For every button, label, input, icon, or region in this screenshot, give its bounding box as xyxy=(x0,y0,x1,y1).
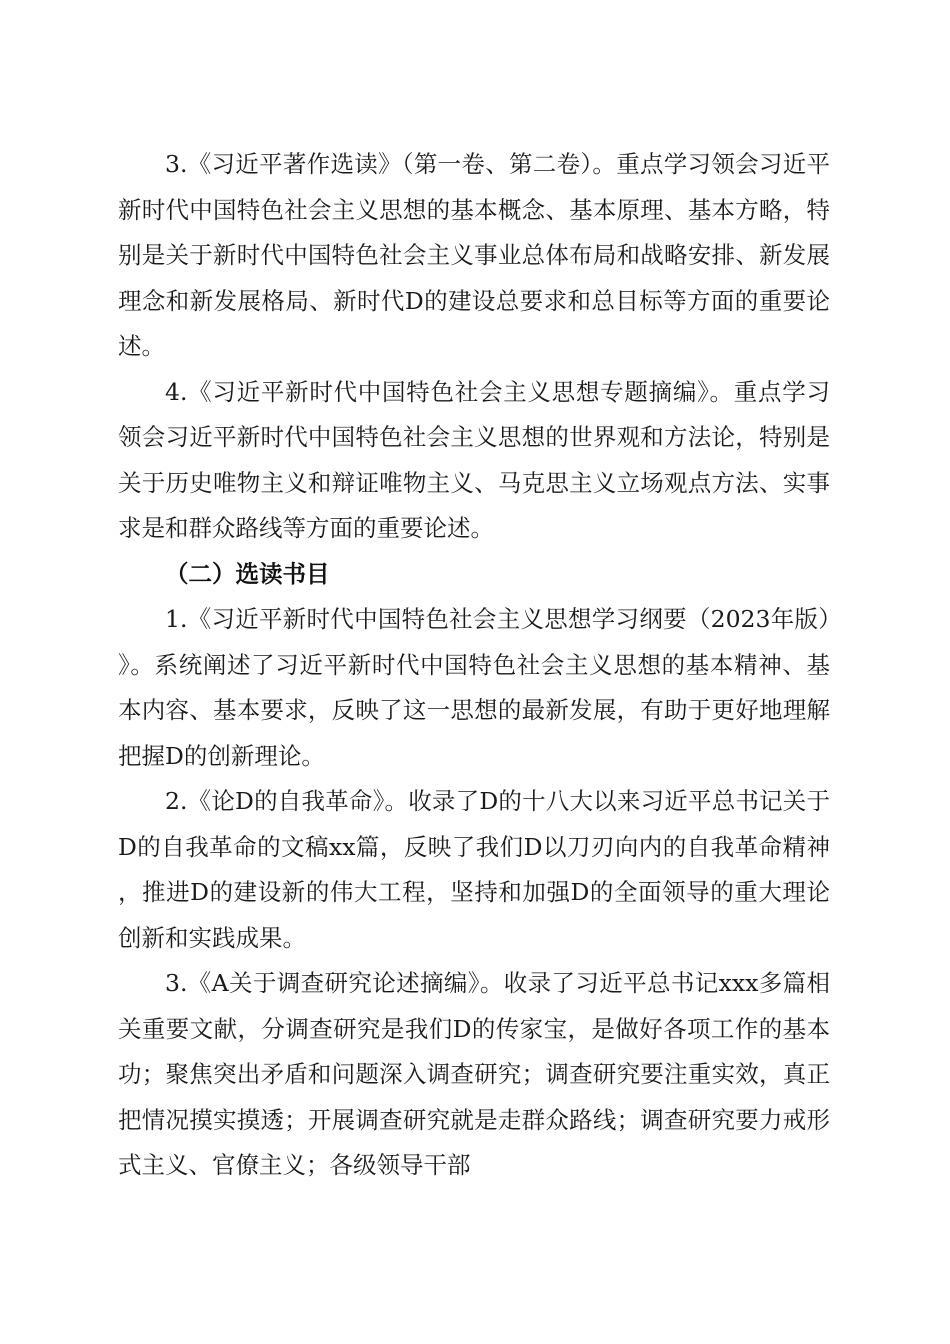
document-body xyxy=(118,142,830,1189)
reading-list-item-1: 1.《习近平新时代中国特色社会主义思想学习纲要（2023年版）》。系统阐述了习近平新时代中国特色社会主义思想的基本精神、基本内容、基本要求，反映了这一思想的最新发展，有助于更好地理解把握D的创新理论。 xyxy=(118,605,830,770)
reading-list-item-3: 3.《A关于调查研究论述摘编》。收录了习近平总书记xxx多篇相关重要文献，分调查研究是我们D的传家宝，是做好各项工作的基本功；聚焦突出矛盾和问题深入调查研究；调查研究要注重实效，真正把情况摸实摸透；开展调查研究就是走群众路线；调查研究要力戒形式主义、官僚主义；各级领导干部 xyxy=(118,969,830,1179)
section-heading-optional-reading: （二）选读书目 xyxy=(165,559,330,588)
paragraph-book-3: 3.《习近平著作选读》（第一卷、第二卷）。重点学习领会习近平新时代中国特色社会主义思想的基本概念、基本原理、基本方略，特别是关于新时代中国特色社会主义事业总体布局和战略安排、新发展理念和新发展格局、新时代D的建设总要求和总目标等方面的重要论述。 xyxy=(118,150,830,360)
paragraph-book-4: 4.《习近平新时代中国特色社会主义思想专题摘编》。重点学习领会习近平新时代中国特色社会主义思想的世界观和方法论，特别是关于历史唯物主义和辩证唯物主义、马克思主义立场观点方法、实事求是和群众路线等方面的重要论述。 xyxy=(118,377,830,542)
reading-list-item-2: 2.《论D的自我革命》。收录了D的十八大以来习近平总书记关于D的自我革命的文稿xx篇，反映了我们D以刀刃向内的自我革命精神，推进D的建设新的伟大工程，坚持和加强D的全面领导的重大理论创新和实践成果。 xyxy=(118,787,830,952)
